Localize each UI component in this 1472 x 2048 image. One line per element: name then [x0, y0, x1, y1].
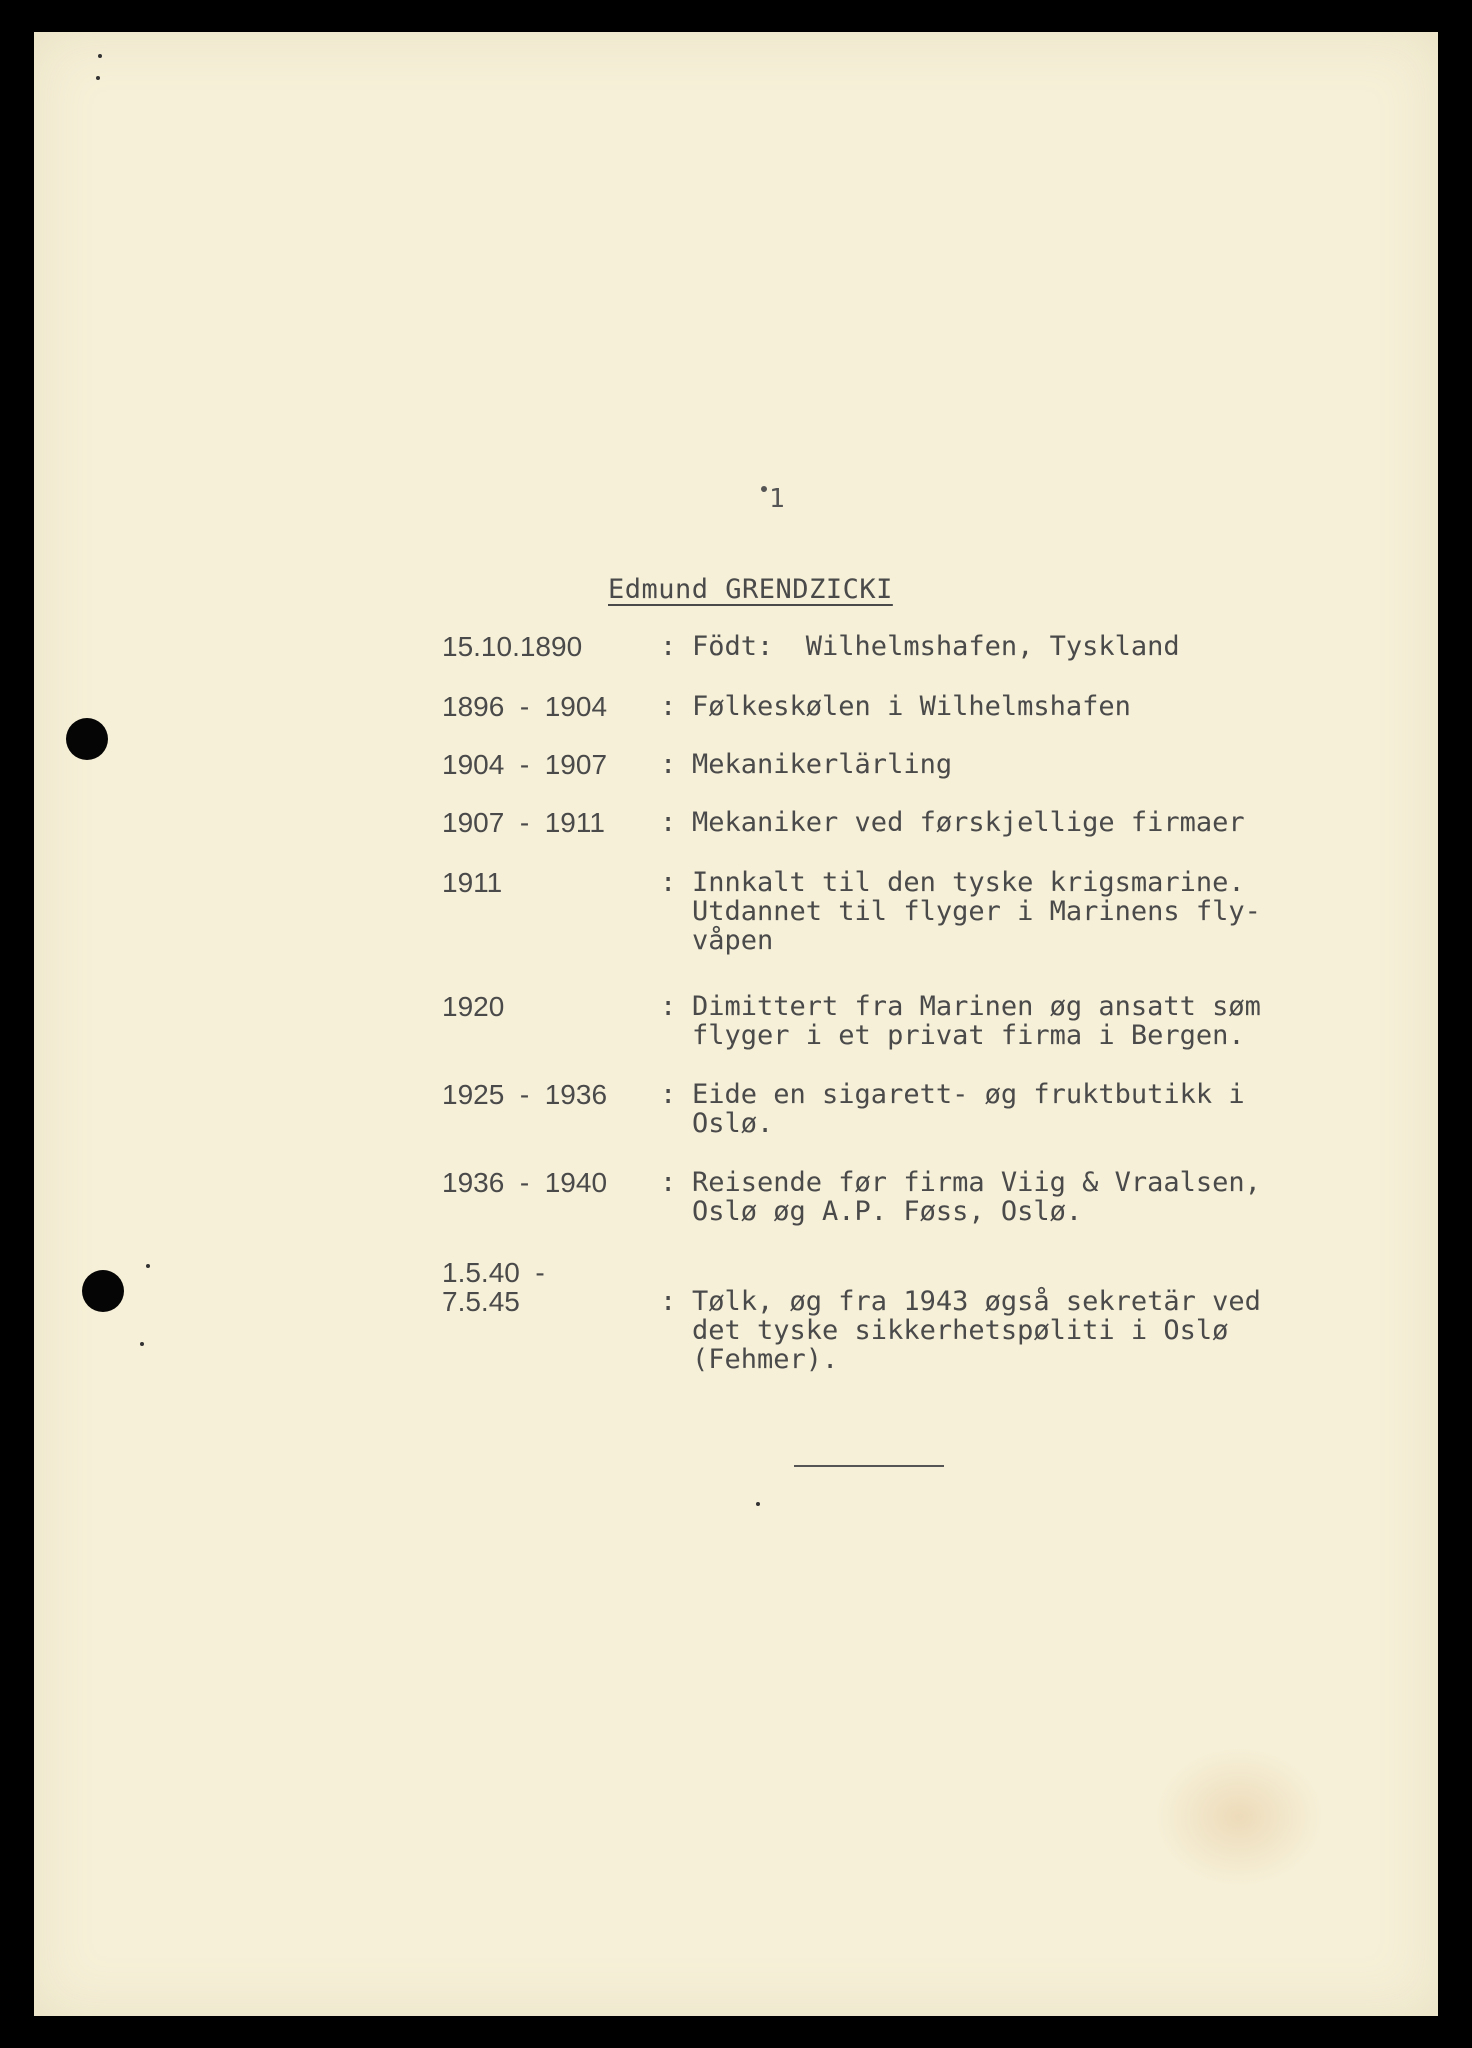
entry-description: Dimittert fra Marinen øg ansatt søm flyger i et privat firma i Bergen. — [692, 991, 1261, 1051]
paper-stain — [1154, 1747, 1324, 1887]
entry-description: Tølk, øg fra 1943 øgså sekretär ved det tyske sikkerhetspøliti i Oslø (Fehmer). — [692, 1286, 1261, 1375]
entry-date: 1920 — [442, 991, 505, 1022]
entry-description: Eide en sigarett- øg fruktbutikk i Oslø. — [692, 1079, 1245, 1139]
timeline-entry — [442, 750, 1402, 782]
entry-date: 1925 - 1936 — [442, 1079, 608, 1110]
entry-description: Innkalt til den tyske krigsmarine. Utdannet til flyger i Marinens fly- våpen — [692, 867, 1261, 956]
timeline-entry — [442, 692, 1402, 724]
speck — [96, 76, 100, 80]
timeline-entry — [442, 808, 1402, 840]
speck — [146, 1264, 150, 1268]
entry-description: Mekaniker ved førskjellige firmaer — [692, 807, 1245, 838]
document-title: Edmund GRENDZICKI — [608, 574, 893, 605]
punch-hole-bottom — [82, 1270, 124, 1312]
entry-date: 1936 - 1940 — [442, 1167, 608, 1198]
page-number — [769, 484, 785, 514]
closing-rule — [794, 1465, 944, 1467]
entry-separator: : — [660, 631, 677, 662]
entry-description: Födt: Wilhelmshafen, Tyskland — [692, 631, 1180, 662]
page-number-dot — [761, 486, 767, 492]
timeline-entry — [442, 632, 1402, 664]
timeline-entry — [442, 1080, 1402, 1140]
page-number-text: 1 — [769, 484, 785, 514]
entry-separator: : — [660, 807, 677, 838]
timeline-entry — [442, 1168, 1402, 1228]
entry-separator: : — [660, 991, 677, 1022]
entry-date: 1907 - 1911 — [442, 807, 605, 838]
entry-date: 1.5.40 - 7.5.45 — [442, 1257, 545, 1317]
timeline-entry — [442, 992, 1402, 1052]
entry-description: Følkeskølen i Wilhelmshafen — [692, 691, 1131, 722]
timeline-entry — [442, 1258, 1402, 1378]
speck — [756, 1502, 760, 1506]
entry-date: 15.10.1890 — [442, 631, 583, 662]
speck — [140, 1342, 144, 1346]
entry-separator: : — [660, 1079, 677, 1110]
entry-date: 1904 - 1907 — [442, 749, 608, 780]
entry-description: Reisende før firma Viig & Vraalsen, Oslø øg A.P. Føss, Oslø. — [692, 1167, 1261, 1227]
entry-date: 1911 — [442, 867, 503, 898]
entry-separator: : — [660, 1167, 677, 1198]
punch-hole-top — [66, 718, 108, 760]
document-page — [34, 32, 1438, 2016]
entry-separator: : — [660, 691, 677, 722]
entry-separator: : — [660, 749, 677, 780]
entry-description: Mekanikerlärling — [692, 749, 953, 780]
entry-separator: : — [660, 1286, 677, 1317]
timeline-entry — [442, 868, 1402, 958]
entry-separator: : — [660, 867, 677, 898]
entry-date: 1896 - 1904 — [442, 691, 608, 722]
speck — [98, 54, 102, 58]
